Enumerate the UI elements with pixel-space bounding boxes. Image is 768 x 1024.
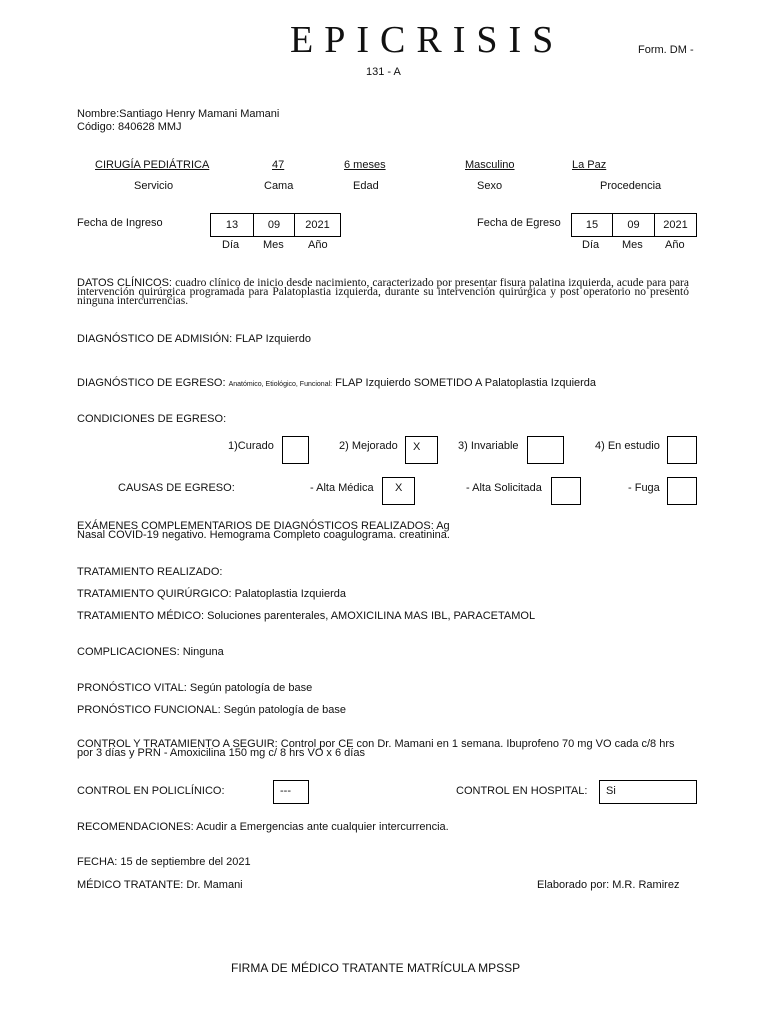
firma-medico: FIRMA DE MÉDICO TRATANTE MATRÍCULA MPSSP <box>231 961 521 975</box>
causa-alta-medica-checkbox <box>382 477 415 505</box>
cama-value: 47 <box>272 159 285 171</box>
causa-alta-medica-mark: X <box>395 482 403 494</box>
condiciones-egreso-label: CONDICIONES DE EGRESO: <box>77 413 227 425</box>
medico-tratante: MÉDICO TRATANTE: Dr. Mamani <box>77 879 243 891</box>
diagnostico-egreso-label: DIAGNÓSTICO DE EGRESO: <box>77 377 226 389</box>
condicion-en-estudio-label: 4) En estudio <box>595 440 660 452</box>
causa-alta-solicitada-label: - Alta Solicitada <box>466 482 542 494</box>
egreso-month: 09 <box>612 213 655 237</box>
diagnostico-admision <box>77 333 311 345</box>
control-hospital-value: Si <box>599 780 697 804</box>
condicion-curado-checkbox <box>282 436 309 464</box>
egreso-day-label: Día <box>582 239 600 251</box>
complicaciones: COMPLICACIONES: Ninguna <box>77 646 224 658</box>
datos-clinicos <box>77 279 689 306</box>
egreso-month-label: Mes <box>622 239 643 251</box>
ingreso-year-label: Año <box>308 239 328 251</box>
patient-name: Nombre:Santiago Henry Mamani Mamani <box>77 108 280 120</box>
diagnostico-admision-value: FLAP Izquierdo <box>235 333 311 345</box>
condicion-invariable-checkbox <box>527 436 564 464</box>
diagnostico-egreso-value: FLAP Izquierdo SOMETIDO A Palatoplastia Izquierda <box>335 377 597 389</box>
causa-fuga-label: - Fuga <box>628 482 660 494</box>
pronostico-vital: PRONÓSTICO VITAL: Según patología de base <box>77 682 313 694</box>
datos-clinicos-text: cuadro clínico de inicio desde nacimiento, caracterizado por presentar fisura palatina izquierda, acude para para intervención quirúrgica programada para Palatoplastia izquierda, durante su intervención quirúrgica y post operatorio no presentó ninguna intercurrencias. <box>77 277 689 307</box>
procedencia-label: Procedencia <box>600 180 662 192</box>
tratamiento-medico: TRATAMIENTO MÉDICO: Soluciones parenterales, AMOXICILINA MAS IBL, PARACETAMOL <box>77 610 536 622</box>
egreso-year: 2021 <box>654 213 697 237</box>
causas-egreso-label: CAUSAS DE EGRESO: <box>118 482 235 494</box>
cama-label: Cama <box>264 180 294 192</box>
egreso-year-label: Año <box>665 239 685 251</box>
ingreso-label: Fecha de Ingreso <box>77 217 163 229</box>
sexo-value: Masculino <box>465 159 515 171</box>
patient-code: Código: 840628 MMJ <box>77 121 182 133</box>
diagnostico-admision-label: DIAGNÓSTICO DE ADMISIÓN: <box>77 333 233 345</box>
ingreso-year: 2021 <box>294 213 341 237</box>
causa-alta-medica-label: - Alta Médica <box>310 482 374 494</box>
sexo-label: Sexo <box>477 180 503 192</box>
egreso-day: 15 <box>571 213 613 237</box>
tratamiento-label: TRATAMIENTO REALIZADO: <box>77 566 223 578</box>
examenes-complementarios: EXÁMENES COMPLEMENTARIOS DE DIAGNÓSTICOS REALIZADOS: Ag Nasal COVID-19 negativo. Hemograma Completo coagulograma. creatinina. <box>77 520 450 541</box>
recomendaciones: RECOMENDACIONES: Acudir a Emergencias ante cualquier intercurrencia. <box>77 821 449 833</box>
edad-label: Edad <box>353 180 379 192</box>
pronostico-funcional: PRONÓSTICO FUNCIONAL: Según patología de base <box>77 704 347 716</box>
condicion-mejorado-checkbox <box>405 436 438 464</box>
control-policlinico-value: --- <box>273 780 309 804</box>
ingreso-month-label: Mes <box>263 239 284 251</box>
condicion-mejorado-mark: X <box>413 441 421 453</box>
ingreso-month: 09 <box>253 213 295 237</box>
form-code: 131 - A <box>366 66 401 78</box>
diagnostico-egreso <box>77 377 596 389</box>
control-tratamiento: CONTROL Y TRATAMIENTO A SEGUIR: Control por CE con Dr. Mamani en 1 semana. Ibuprofeno 70 mg VO cada c/8 hrs por 3 días y PRN - Amoxicilina 150 mg c/ 8 hrs VO x 6 días <box>77 738 675 759</box>
tratamiento-quirurgico: TRATAMIENTO QUIRÚRGICO: Palatoplastia Izquierda <box>77 588 346 600</box>
causa-alta-solicitada-checkbox <box>551 477 581 505</box>
egreso-label: Fecha de Egreso <box>477 217 561 229</box>
fecha: FECHA: 15 de septiembre del 2021 <box>77 856 251 868</box>
control-hospital-label: CONTROL EN HOSPITAL: <box>456 785 588 797</box>
diagnostico-egreso-sublabel: Anatómico, Etiológico, Funcional: <box>228 381 333 388</box>
control-policlinico-label: CONTROL EN POLICLÍNICO: <box>77 785 225 797</box>
servicio-label: Servicio <box>134 180 174 192</box>
condicion-mejorado-label: 2) Mejorado <box>339 440 398 452</box>
elaborado-por: Elaborado por: M.R. Ramirez <box>537 879 680 891</box>
form-label: Form. DM - <box>638 44 694 56</box>
condicion-en-estudio-checkbox <box>667 436 697 464</box>
document-title: EPICRISIS <box>290 19 565 61</box>
datos-clinicos-label: DATOS CLÍNICOS: <box>77 277 172 289</box>
condicion-invariable-label: 3) Invariable <box>458 440 519 452</box>
causa-fuga-checkbox <box>667 477 697 505</box>
procedencia-value: La Paz <box>572 159 607 171</box>
ingreso-day: 13 <box>210 213 254 237</box>
ingreso-day-label: Día <box>222 239 240 251</box>
condicion-curado-label: 1)Curado <box>228 440 274 452</box>
edad-value: 6 meses <box>344 159 386 171</box>
servicio-value: CIRUGÍA PEDIÁTRICA <box>95 159 210 171</box>
